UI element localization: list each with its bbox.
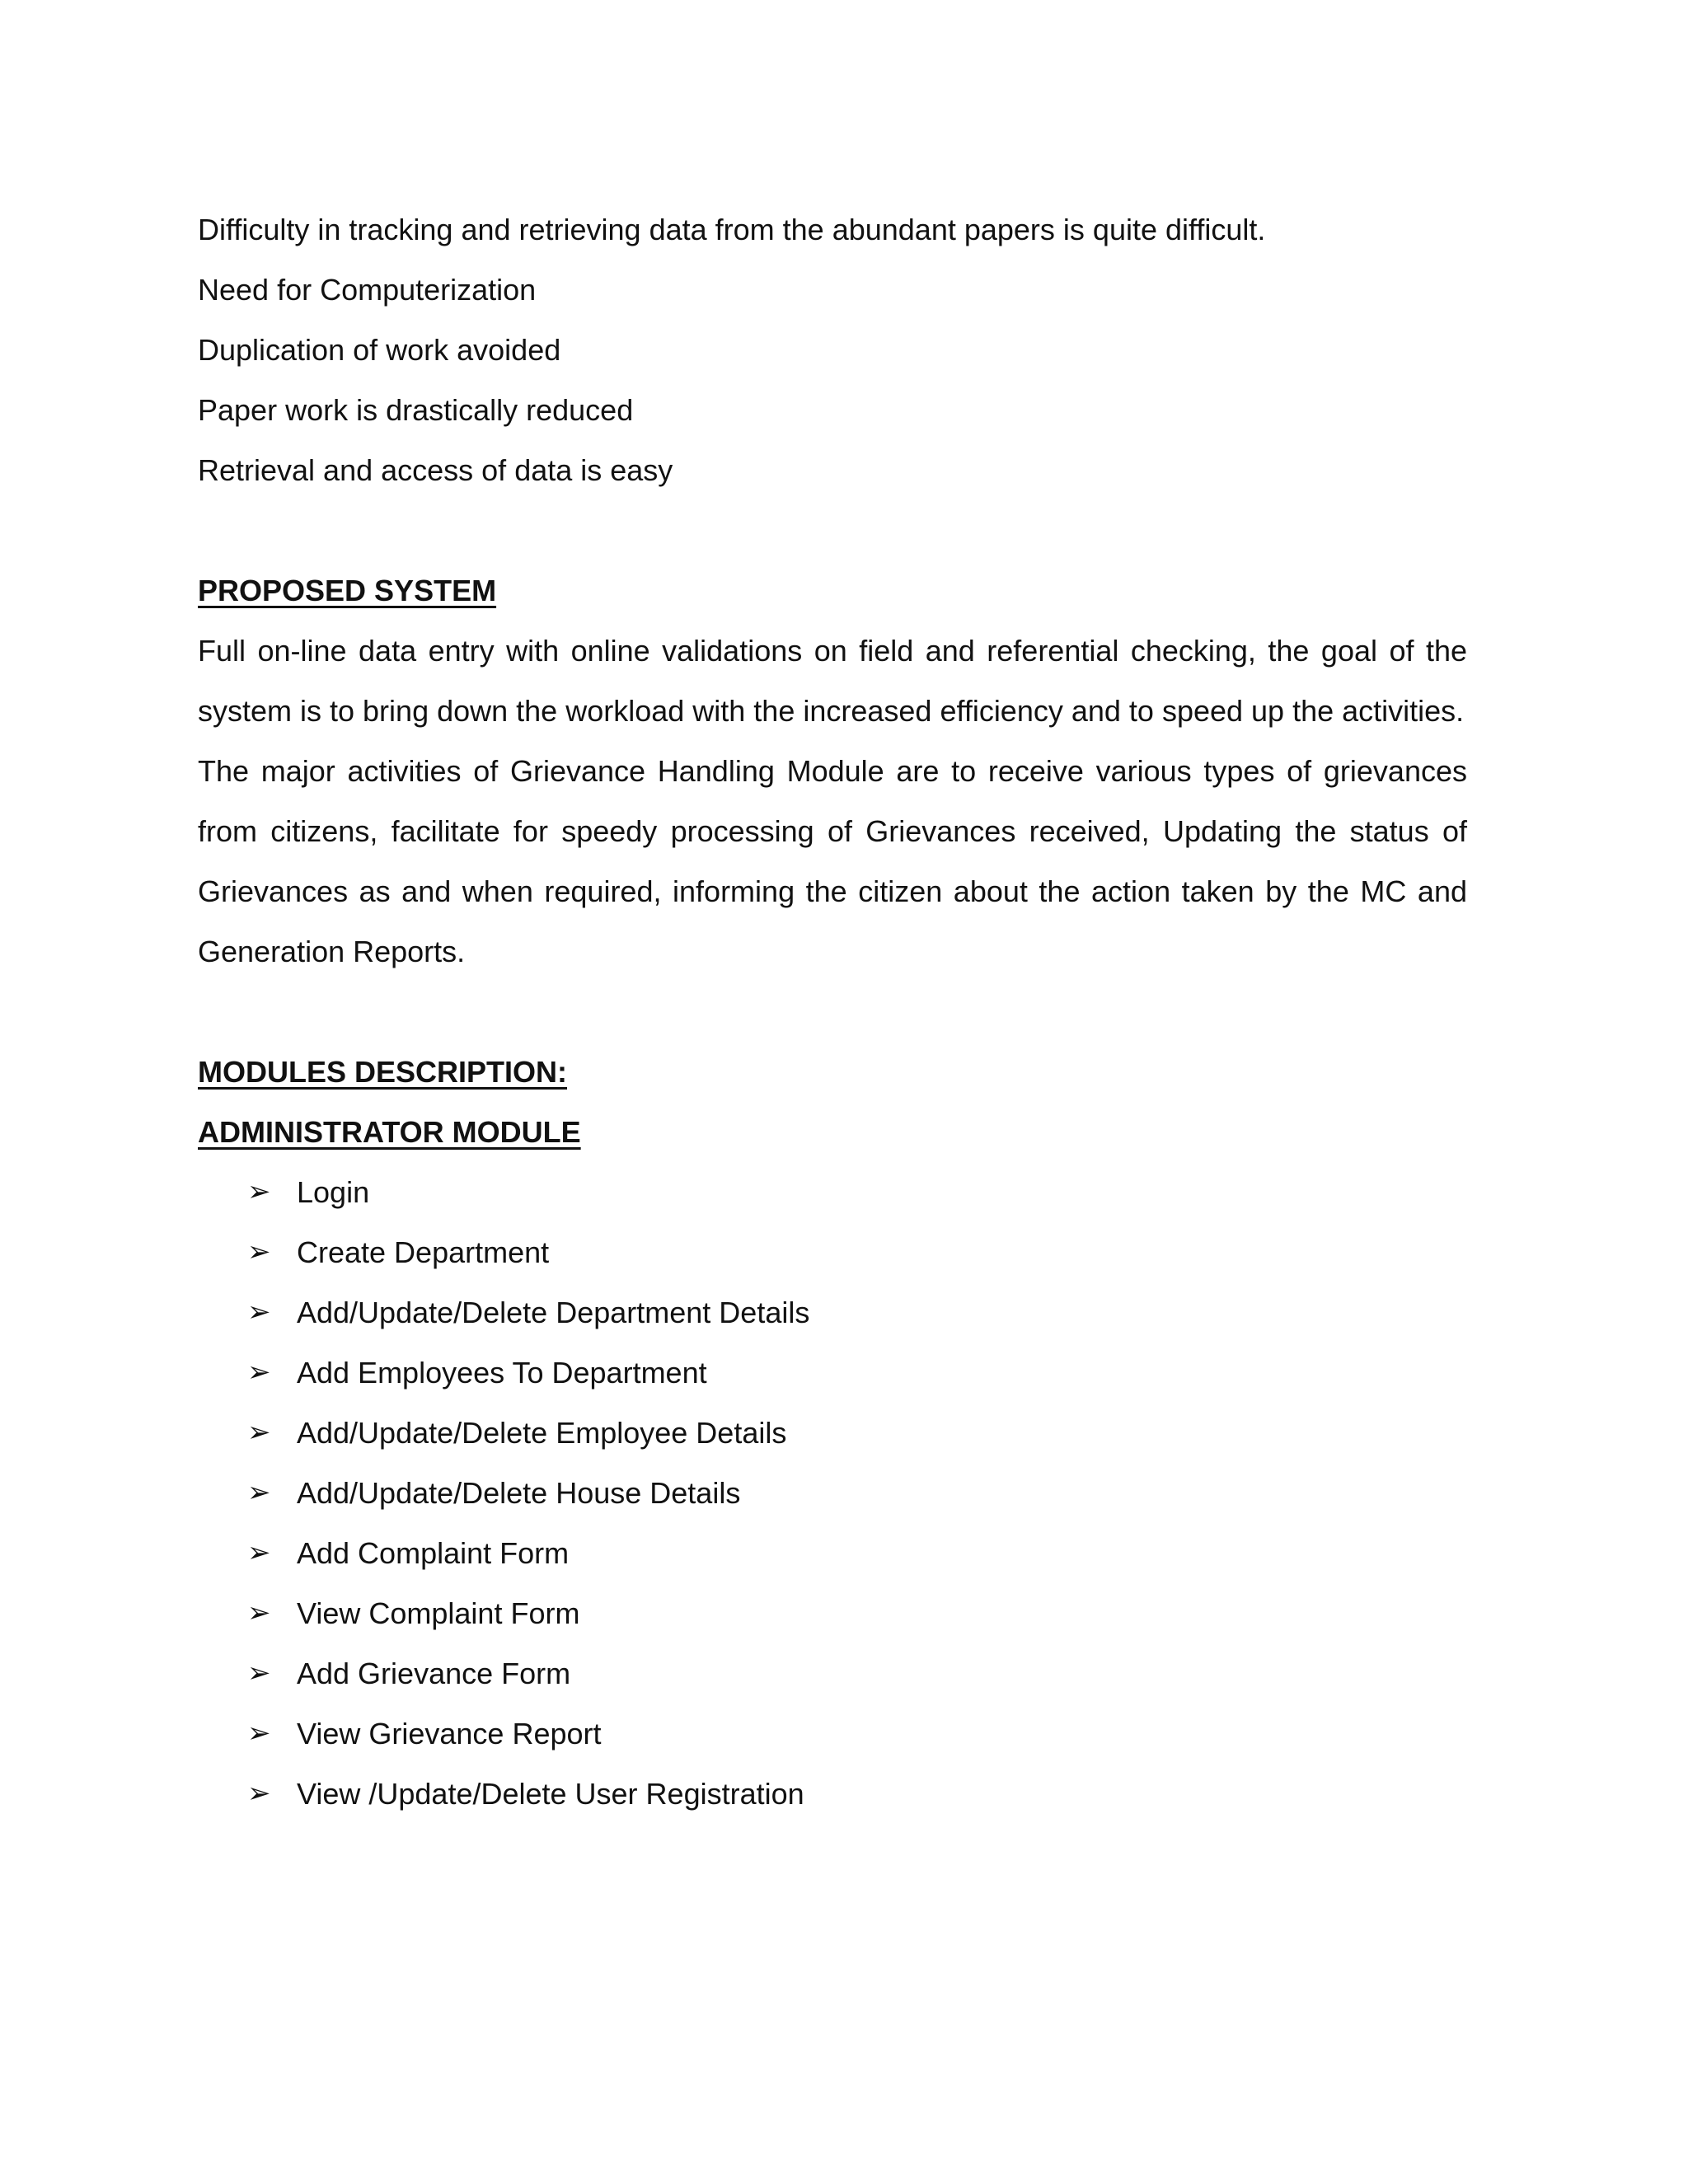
arrow-bullet-icon: ➢: [247, 1477, 271, 1508]
arrow-bullet-icon: ➢: [247, 1537, 271, 1568]
list-item-label: Add/Update/Delete House Details: [297, 1476, 741, 1510]
intro-line: Need for Computerization: [198, 273, 537, 307]
intro-line: Paper work is drastically reduced: [198, 393, 634, 427]
list-item: [247, 1403, 1467, 1463]
arrow-bullet-icon: ➢: [247, 1176, 271, 1207]
proposed-system-paragraph-2: The major activities of Grievance Handling Module are to receive various types of grievances from citizens, facilitate for speedy processing of Grievances received, Updating the status of Grievances as and when required, informing the citizen about the action taken by the MC and Generation Reports.: [198, 754, 1467, 968]
list-item: [247, 1162, 1467, 1222]
intro-line: Duplication of work avoided: [198, 333, 561, 367]
list-item: [247, 1343, 1467, 1403]
arrow-bullet-icon: ➢: [247, 1236, 271, 1268]
intro-line: Retrieval and access of data is easy: [198, 453, 673, 487]
list-item: [247, 1463, 1467, 1523]
administrator-module-heading: ADMINISTRATOR MODULE: [198, 1115, 581, 1149]
list-item-label: Create Department: [297, 1235, 550, 1269]
spacer: [198, 982, 1467, 1042]
proposed-system-heading: PROPOSED SYSTEM: [198, 574, 497, 607]
list-item-label: Add Complaint Form: [297, 1536, 570, 1570]
arrow-bullet-icon: ➢: [247, 1657, 271, 1689]
list-item-label: Add/Update/Delete Employee Details: [297, 1416, 787, 1450]
list-item-label: View Grievance Report: [297, 1717, 602, 1750]
arrow-bullet-icon: ➢: [247, 1778, 271, 1809]
list-item: [247, 1523, 1467, 1583]
list-item-label: Add Employees To Department: [297, 1356, 707, 1390]
list-item-label: View /Update/Delete User Registration: [297, 1777, 804, 1811]
spacer: [198, 500, 1467, 560]
arrow-bullet-icon: ➢: [247, 1357, 271, 1388]
list-item: [247, 1222, 1467, 1282]
list-item: [247, 1282, 1467, 1343]
list-item-label: View Complaint Form: [297, 1596, 580, 1630]
administrator-module-list: [198, 1162, 1467, 1824]
list-item-label: Add Grievance Form: [297, 1657, 571, 1690]
arrow-bullet-icon: ➢: [247, 1417, 271, 1448]
list-item: [247, 1764, 1467, 1824]
list-item-label: Add/Update/Delete Department Details: [297, 1296, 810, 1329]
list-item: [247, 1583, 1467, 1643]
list-item-label: Login: [297, 1175, 370, 1209]
arrow-bullet-icon: ➢: [247, 1718, 271, 1749]
intro-line: Difficulty in tracking and retrieving data from the abundant papers is quite difficult.: [198, 213, 1266, 246]
document-body: [198, 199, 1467, 1824]
arrow-bullet-icon: ➢: [247, 1597, 271, 1629]
modules-description-heading: MODULES DESCRIPTION:: [198, 1055, 568, 1089]
list-item: [247, 1704, 1467, 1764]
list-item: [247, 1643, 1467, 1704]
proposed-system-paragraph-1: Full on-line data entry with online validations on field and referential checking, the goal of the system is to bring down the workload with the increased efficiency and to speed up the activities.: [198, 634, 1467, 728]
arrow-bullet-icon: ➢: [247, 1296, 271, 1328]
